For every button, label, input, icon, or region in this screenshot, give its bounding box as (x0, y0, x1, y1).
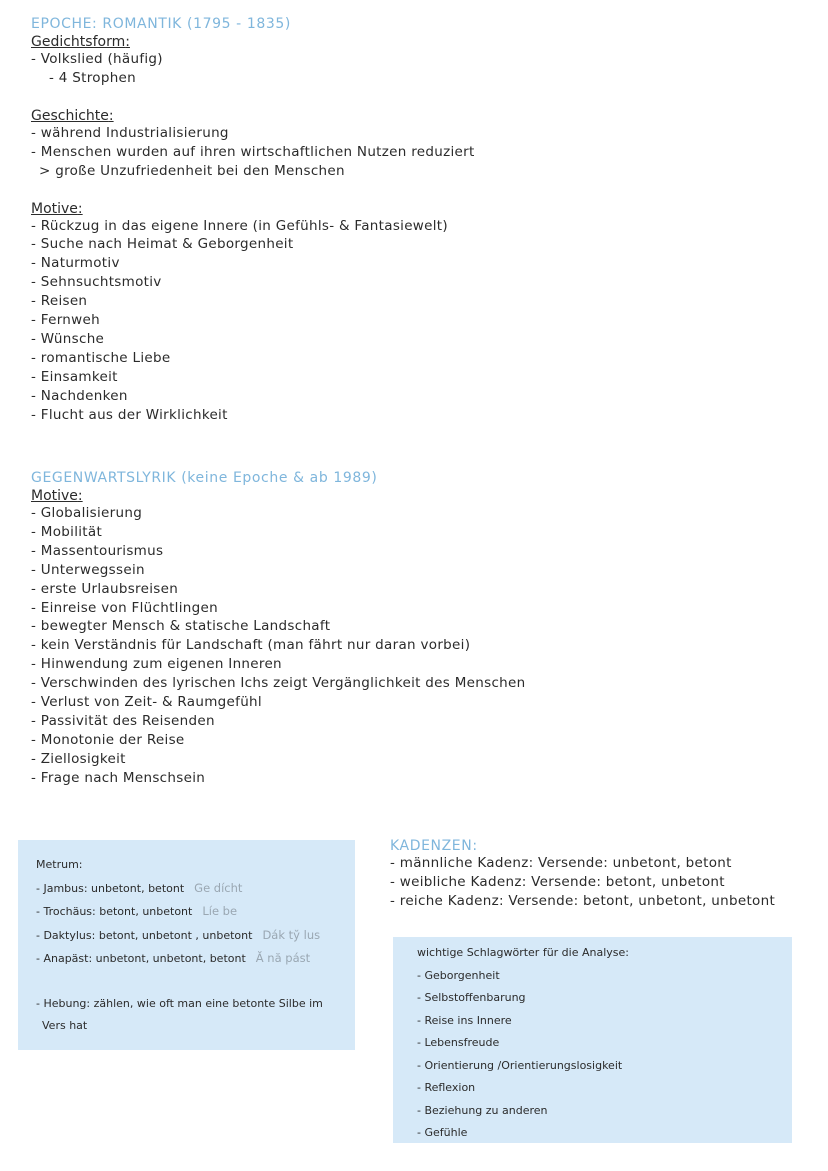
list-item: - Naturmotiv (31, 255, 120, 272)
list-item: - Rückzug in das eigene Innere (in Gefühls- & Fantasiewelt) (31, 217, 448, 234)
list-item: - Reise ins Innere (417, 1013, 512, 1027)
metrum-item (36, 947, 323, 971)
list-item: - Beziehung zu anderen (417, 1103, 548, 1117)
metrum-example: Ge dícht (194, 880, 243, 895)
list-item: - Hinwendung zum eigenen Inneren (31, 656, 282, 673)
list-item: - Monotonie der Reise (31, 731, 185, 748)
list-item: - Unterwegssein (31, 561, 145, 578)
metrum-box (18, 840, 355, 1050)
list-item: - während Industrialisierung (31, 124, 229, 141)
list-item: - Selbstoffenbarung (417, 991, 526, 1004)
gegenwart-title: GEGENWARTSLYRIK (keine Epoche & ab 1989) (31, 470, 378, 486)
motive-heading: Motive: (31, 200, 83, 217)
list-item: - Einreise von Flüchtlingen (31, 599, 218, 616)
list-item: - Flucht aus der Wirklichkeit (31, 406, 228, 423)
list-item: - Reflexion (417, 1081, 476, 1094)
kadenzen-title: KADENZEN: (390, 838, 478, 854)
metrum-item (36, 877, 323, 901)
list-item: - Ziellosigkeit (31, 750, 126, 767)
list-item: - Suche nach Heimat & Geborgenheit (31, 236, 294, 253)
metrum-example: Dák ty̆ lus (262, 927, 321, 942)
list-item: > große Unzufriedenheit bei den Menschen (39, 162, 345, 179)
romantik-title: EPOCHE: ROMANTIK (1795 - 1835) (31, 16, 291, 32)
list-item: - Wünsche (31, 330, 105, 347)
gedichtsform-label: Gedichtsform (31, 34, 126, 50)
list-item: - kein Verständnis für Landschaft (man fährt nur daran vorbei) (31, 637, 471, 654)
romantik-section (31, 16, 475, 425)
metrum-example: Ă nă pást (255, 951, 311, 965)
list-item: - Globalisierung (31, 505, 143, 521)
list-item: - Orientierung /Orientierungslosigkeit (417, 1058, 623, 1072)
list-item: - weibliche Kadenz: Versende: betont, unbetont (390, 874, 725, 890)
list-item: - Frage nach Menschsein (31, 769, 206, 786)
list-item: - Volkslied (häufig) (31, 51, 163, 67)
metrum-title: Metrum: (36, 858, 83, 871)
hebung-line: Vers hat (42, 1019, 88, 1032)
gegenwart-motive-label: Motive (31, 488, 78, 504)
list-item: - Verlust von Zeit- & Raumgefühl (31, 694, 262, 711)
list-item: - romantische Liebe (31, 349, 171, 366)
list-item: - Verschwinden des lyrischen Ichs zeigt Vergänglichkeit des Menschen (31, 675, 526, 692)
list-item: - Massentourismus (31, 542, 164, 559)
geschichte-label: Geschichte (31, 107, 109, 124)
list-item: - Einsamkeit (31, 368, 118, 385)
gegenwartslyrik-section (31, 470, 526, 788)
metrum-text: - Trochäus: betont, unbetont (36, 905, 193, 918)
metrum-text: - Daktylus: betont, unbetont , unbetont (36, 928, 253, 942)
motive-label: Motive (31, 200, 78, 217)
list-item: - Fernweh (31, 312, 100, 329)
metrum-text: - Jambus: unbetont, betont (36, 881, 185, 895)
metrum-item (36, 924, 323, 948)
list-item: - Mobilität (31, 523, 103, 540)
gegenwart-motive-heading: Motive: (31, 488, 83, 504)
geschichte-heading: Geschichte: (31, 107, 114, 124)
metrum-item (36, 900, 323, 924)
list-item: - 4 Strophen (49, 69, 137, 86)
list-item: - Nachdenken (31, 387, 128, 404)
list-item: - Reisen (31, 293, 88, 310)
list-item: - Geborgenheit (417, 968, 500, 982)
hebung-line: - Hebung: zählen, wie oft man eine betonte Silbe im (36, 996, 323, 1010)
list-item: - bewegter Mensch & statische Landschaft (31, 618, 331, 635)
list-item: - reiche Kadenz: Versende: betont, unbetont, unbetont (390, 893, 776, 909)
list-item: - Gefühle (417, 1126, 468, 1139)
list-item: - Sehnsuchtsmotiv (31, 274, 162, 291)
list-item: - männliche Kadenz: Versende: unbetont, betont (390, 855, 732, 871)
list-item: - erste Urlaubsreisen (31, 580, 179, 597)
gedichtsform-heading: Gedichtsform: (31, 34, 130, 50)
list-item: - Lebensfreude (417, 1036, 500, 1049)
list-item: - Passivität des Reisenden (31, 712, 215, 729)
schlagwoerter-box (393, 937, 792, 1143)
metrum-example: Líe be (202, 904, 238, 918)
kadenzen-section (390, 838, 775, 911)
list-item: - Menschen wurden auf ihren wirtschaftlichen Nutzen reduziert (31, 143, 475, 160)
schlagwoerter-title: wichtige Schlagwörter für die Analyse: (417, 946, 629, 959)
metrum-text: - Anapäst: unbetont, unbetont, betont (36, 952, 246, 965)
